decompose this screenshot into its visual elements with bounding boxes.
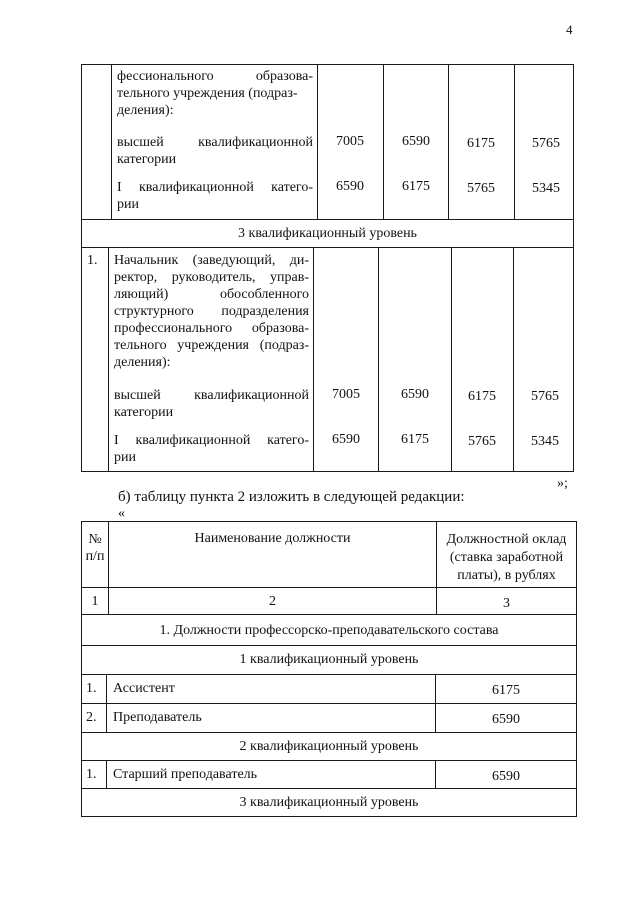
header-index-line: № bbox=[88, 532, 102, 547]
position-name: Преподаватель bbox=[113, 710, 202, 725]
position-name-line: Начальник (заведующий, ди- bbox=[114, 253, 309, 268]
category-label-line: высшей квалификационной bbox=[117, 135, 313, 150]
salary-value: 7005 bbox=[332, 387, 360, 402]
row-index: 2. bbox=[86, 710, 97, 725]
instruction-text: б) таблицу пункта 2 изложить в следующей редакции: bbox=[118, 489, 465, 505]
position-name-line: структурного подразделения bbox=[114, 304, 309, 319]
page-number: 4 bbox=[566, 22, 573, 37]
section-title: 1. Должности профессорско-преподавательского состава bbox=[159, 623, 499, 638]
position-name-line: тельного учреждения (подраз- bbox=[117, 86, 298, 101]
qualification-level-heading: 3 квалификационный уровень bbox=[239, 795, 419, 810]
salary-value: 6590 bbox=[492, 712, 520, 727]
position-name-line: профессионального образова- bbox=[114, 321, 309, 336]
position-name: Ассистент bbox=[113, 681, 175, 696]
closing-quote-mark: »; bbox=[557, 476, 568, 491]
category-label-line: категории bbox=[117, 152, 177, 167]
category-label-line: категории bbox=[114, 405, 174, 420]
row-index: 1. bbox=[86, 767, 97, 782]
header-salary-line: Должностной оклад bbox=[446, 532, 567, 547]
category-label-line: I квалификационной катего- bbox=[114, 433, 309, 448]
category-label-line: рии bbox=[117, 197, 139, 212]
salary-value: 6590 bbox=[492, 769, 520, 784]
salary-value: 7005 bbox=[336, 134, 364, 149]
position-name-line: ляющий) обособленного bbox=[114, 287, 309, 302]
row-index: 1. bbox=[86, 681, 97, 696]
category-label-line: I квалификационной катего- bbox=[117, 180, 313, 195]
salary-value: 5765 bbox=[468, 434, 496, 449]
header-position-name: Наименование должности bbox=[194, 531, 351, 546]
salary-value: 6590 bbox=[402, 134, 430, 149]
salary-value: 6175 bbox=[467, 136, 495, 151]
position-name-line: тельного учреждения (подраз- bbox=[114, 338, 309, 353]
column-number: 3 bbox=[503, 596, 510, 611]
salary-value: 6175 bbox=[401, 432, 429, 447]
column-number: 2 bbox=[269, 594, 276, 609]
opening-quote-mark: « bbox=[118, 506, 125, 521]
salary-value: 5765 bbox=[531, 389, 559, 404]
position-name-line: деления): bbox=[114, 355, 171, 370]
salary-value: 5765 bbox=[532, 136, 560, 151]
position-name-line: деления): bbox=[117, 103, 174, 118]
salary-value: 5345 bbox=[532, 181, 560, 196]
salary-value: 5345 bbox=[531, 434, 559, 449]
salary-value: 6175 bbox=[492, 683, 520, 698]
salary-value: 6590 bbox=[332, 432, 360, 447]
category-label-line: высшей квалификационной bbox=[114, 388, 309, 403]
position-name-line: ректор, руководитель, управ- bbox=[114, 270, 309, 285]
position-name-line: фессионального образова- bbox=[117, 69, 313, 84]
salary-value: 6175 bbox=[468, 389, 496, 404]
qualification-level-heading: 1 квалификационный уровень bbox=[239, 652, 419, 667]
salary-value: 6590 bbox=[336, 179, 364, 194]
salary-value: 5765 bbox=[467, 181, 495, 196]
header-salary-line: (ставка заработной bbox=[449, 550, 564, 565]
column-number: 1 bbox=[91, 594, 99, 609]
header-salary-line: платы), в рублях bbox=[457, 568, 556, 583]
position-name: Старший преподаватель bbox=[113, 767, 258, 782]
qualification-level-heading: 3 квалификационный уровень bbox=[238, 226, 417, 241]
header-index-line: п/п bbox=[85, 549, 105, 564]
salary-value: 6590 bbox=[401, 387, 429, 402]
category-label-line: рии bbox=[114, 450, 136, 465]
qualification-level-heading: 2 квалификационный уровень bbox=[239, 739, 419, 754]
salary-value: 6175 bbox=[402, 179, 430, 194]
row-index: 1. bbox=[87, 253, 98, 268]
